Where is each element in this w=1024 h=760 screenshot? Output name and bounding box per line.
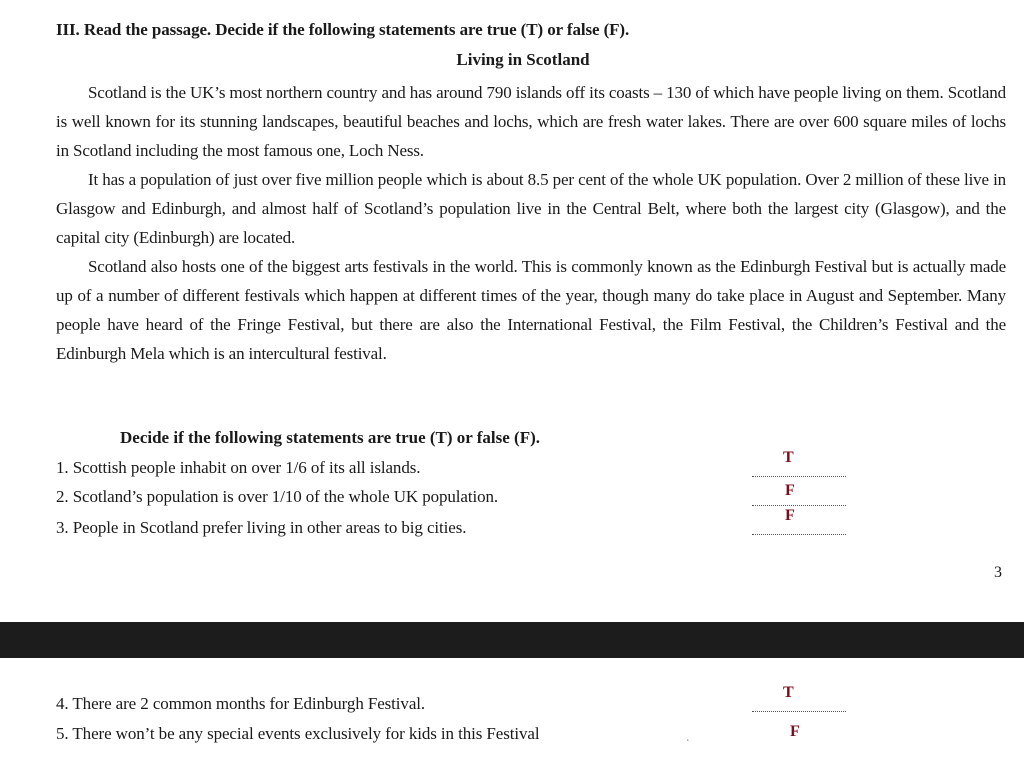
page-break-bar	[0, 622, 1024, 658]
answer-line	[752, 476, 846, 477]
statement-2: 2. Scotland’s population is over 1/10 of the whole UK population.	[56, 487, 499, 506]
page-number: 3	[994, 564, 1002, 581]
statement-5: 5. There won’t be any special events exclusively for kids in this Festival	[56, 724, 540, 743]
reading-passage	[56, 78, 1006, 368]
answer-line	[752, 711, 846, 712]
answer-line	[752, 505, 846, 506]
passage-paragraph: It has a population of just over five million people which is about 8.5 per cent of the whole UK population. Over 2 million of these live in Glasgow and Edinburgh, and almost half of Scotland’s population live in the Central Belt, where both the largest city (Glasgow), and the capital city (Edinburgh) are located.	[56, 170, 1006, 247]
answer-2: F	[785, 482, 795, 499]
statement-1: 1. Scottish people inhabit on over 1/6 of its all islands.	[56, 458, 421, 477]
answer-5: F	[790, 723, 800, 740]
answer-3: F	[785, 507, 795, 524]
passage-paragraph: Scotland is the UK’s most northern country and has around 790 islands off its coasts – 130 of which have people living on them. Scotland is well known for its stunning landscapes, beautiful beaches and lochs, which are fresh water lakes. There are over 600 square miles of lochs in Scotland including the most famous one, Loch Ness.	[56, 83, 1006, 160]
passage-title: Living in Scotland	[456, 50, 590, 69]
answer-1: T	[783, 449, 794, 466]
stray-mark: .	[686, 730, 690, 745]
statement-3: 3. People in Scotland prefer living in other areas to big cities.	[56, 518, 467, 537]
statement-4: 4. There are 2 common months for Edinburgh Festival.	[56, 694, 426, 713]
exercise-heading: III. Read the passage. Decide if the following statements are true (T) or false (F).	[56, 20, 630, 39]
answer-4: T	[783, 684, 794, 701]
passage-paragraph: Scotland also hosts one of the biggest arts festivals in the world. This is commonly known as the Edinburgh Festival but is actually made up of a number of different festivals which happen at different times of the year, though many do take place in August and September. Many people have heard of the Fringe Festival, but there are also the International Festival, the Film Festival, the Children’s Festival and the Edinburgh Mela which is an intercultural festival.	[56, 257, 1006, 363]
answer-line	[752, 534, 846, 535]
statements-instruction: Decide if the following statements are true (T) or false (F).	[120, 428, 541, 447]
